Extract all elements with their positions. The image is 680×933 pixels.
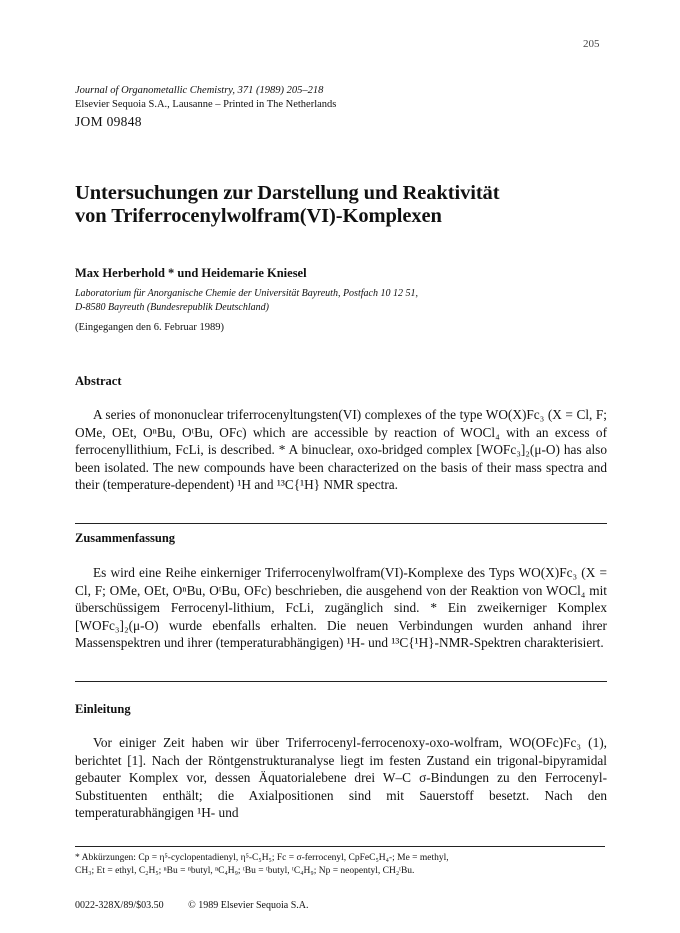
zusammenfassung-heading: Zusammenfassung [75, 531, 176, 545]
page-number: 205 [583, 38, 600, 50]
authors: Max Herberhold * und Heidemarie Kniesel [75, 266, 307, 280]
affiliation [75, 287, 418, 315]
abstract-text [75, 406, 607, 494]
footnote-line-2: CH₃; Et = ethyl, C₂H₅; ⁿBu = ⁿbutyl, ⁿC₄H₉; ᵗBu = ᵗbutyl, ᵗC₄H₉; Np = neopentyl, CH₂ᵗBu. [75, 866, 415, 876]
zusammenfassung-body: Es wird eine Reihe einkerniger Triferrocenylwolfram(VI)-Komplexe des Typs WO(X)Fc₃ (X = Cl, F; OMe, OEt, OⁿBu, OᵗBu, OFc) beschrieben, die ausgehend von der Reaktion von WOCl₄ mit überschüssigem Ferrocenyl-lithium, FcLi, zugänglich sind. * Ein zweikerniger Komplex [WOFc₃]₂(μ-O) wurde ebenfalls erhalten. Die neuen Verbindungen wurden anhand ihrer Massenspektren und ihrer (temperaturabhängigen) ¹H- und ¹³C{¹H}-NMR-Spektren charakterisiert. [75, 565, 607, 651]
publisher-line: Elsevier Sequoia S.A., Lausanne – Printed in The Netherlands [75, 99, 337, 110]
footnote [75, 852, 607, 878]
article-title [75, 182, 615, 228]
einleitung-heading: Einleitung [75, 702, 131, 716]
journal-header [75, 84, 336, 129]
journal-citation: Journal of Organometallic Chemistry, 371 (1989) 205–218 [75, 85, 324, 96]
section-divider [75, 523, 607, 524]
title-line-2: von Triferrocenylwolfram(VI)-Komplexen [75, 205, 442, 227]
abstract-heading: Abstract [75, 374, 122, 388]
zusammenfassung-text [75, 564, 607, 652]
jom-id: JOM 09848 [75, 114, 142, 129]
affiliation-line-1: Laboratorium für Anorganische Chemie der Universität Bayreuth, Postfach 10 12 51, [75, 288, 418, 299]
affiliation-line-2: D-8580 Bayreuth (Bundesrepublik Deutschland) [75, 302, 269, 313]
footnote-line-1: * Abkürzungen: Cp = η⁵-cyclopentadienyl, η⁵-C₅H₅; Fc = σ-ferrocenyl, CpFeC₅H₄-; Me = methyl, [75, 853, 449, 863]
abstract-body: A series of mononuclear triferrocenyltungsten(VI) complexes of the type WO(X)Fc₃ (X = Cl, F; OMe, OEt, OⁿBu, OᵗBu, OFc) which are accessible by reaction of WOCl₄ with an excess of ferrocenyllithium, FcLi, is described. * A binuclear, oxo-bridged complex [WOFc₃]₂(μ-O) has also been isolated. The new compounds have been characterized on the basis of their mass spectra and their (temperature-dependent) ¹H and ¹³C{¹H} NMR spectra. [75, 407, 607, 493]
issn-code: 0022-328X/89/$03.50 [75, 900, 164, 911]
footnote-divider [75, 846, 605, 847]
section-divider [75, 681, 607, 682]
einleitung-body: Vor einiger Zeit haben wir über Triferrocenyl-ferrocenoxy-oxo-wolfram, WO(OFc)Fc₃ (1), berichtet [1]. Nach der Röntgenstrukturanalyse liegt im festen Zustand ein trigonal-bipyramidal gebauter Komplex vor, dessen Äquatorialebene drei W–C σ-Bindungen zu den Ferrocenyl-Substituenten enthält; die Axialpositionen sind mit Sauerstoff besetzt. Nach den temperaturabhängigen ¹H- und [75, 735, 607, 821]
received-date: (Eingegangen den 6. Februar 1989) [75, 322, 224, 333]
page-footer [75, 900, 308, 911]
title-line-1: Untersuchungen zur Darstellung und Reaktivität [75, 182, 500, 204]
einleitung-text [75, 734, 607, 822]
copyright: © 1989 Elsevier Sequoia S.A. [188, 900, 309, 911]
